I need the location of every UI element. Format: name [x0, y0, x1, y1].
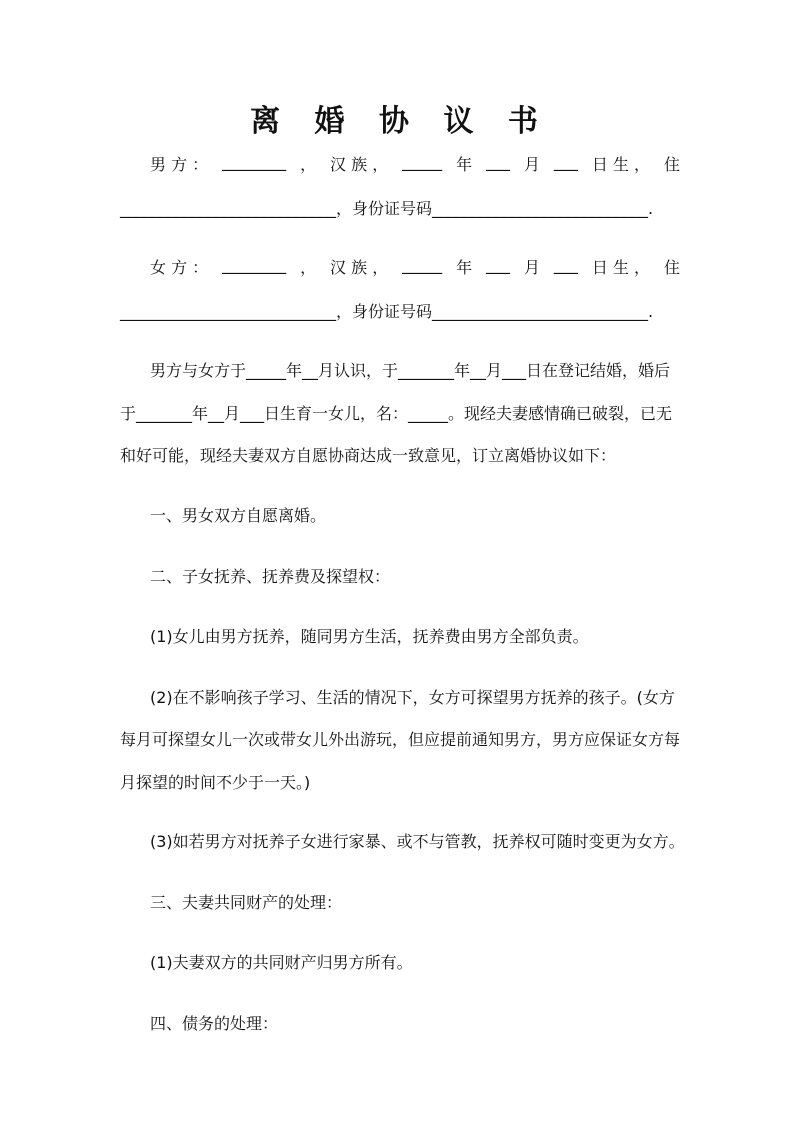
- clause-3-item-1: (1)夫妻双方的共同财产归男方所有。: [150, 953, 413, 972]
- clause-2-item-2-line-2: 每月可探望女儿一次或带女儿外出游玩，但应提前通知男方，男方应保证女方每: [120, 730, 681, 749]
- male-month-blank: ___: [486, 152, 511, 171]
- male-name-blank: ________: [222, 152, 287, 171]
- comma: ，: [300, 155, 317, 174]
- female-month-blank: ___: [486, 255, 511, 274]
- female-name-blank: ________: [222, 255, 287, 274]
- birth-label: 日 生 ，: [591, 258, 651, 277]
- female-label: 女 方 ：: [150, 258, 209, 277]
- clause-2-item-2-line-1: (2)在不影响孩子学习、生活的情况下，女方可探望男方抚养的孩子。(女方: [150, 688, 675, 707]
- male-label: 男 方 ：: [150, 155, 209, 174]
- clause-2-item-3: (3)如若男方对抚养子女进行家暴、或不与管教，抚养权可随时变更为女方。: [150, 832, 685, 851]
- male-ethnicity: 汉 族 ，: [330, 155, 389, 174]
- female-day-blank: ___: [553, 255, 578, 274]
- document-title: 离 婚 协 议 书: [250, 104, 550, 139]
- female-year-blank: _____: [402, 255, 443, 274]
- female-party-line-1: [150, 255, 680, 278]
- residence-label: 住: [663, 155, 680, 174]
- comma: ，: [300, 258, 317, 277]
- year-label: 年: [456, 258, 473, 277]
- clause-3-heading: 三、夫妻共同财产的处理：: [150, 893, 343, 912]
- clause-2-heading: 二、子女抚养、抚养费及探望权：: [150, 567, 391, 586]
- intro-line-2: 于_______年__月___日生育一女儿，名：_____。现经夫妻感情确已破裂，已无: [120, 404, 673, 423]
- residence-label: 住: [663, 258, 680, 277]
- month-label: 月: [523, 155, 540, 174]
- clause-1: 一、男女双方自愿离婚。: [150, 506, 327, 525]
- intro-line-3: 和好可能，现经夫妻双方自愿协商达成一致意见，订立离婚协议如下：: [120, 446, 617, 465]
- male-day-blank: ___: [553, 152, 578, 171]
- clause-2-item-1: (1)女儿由男方抚养，随同男方生活，抚养费由男方全部负责。: [150, 627, 589, 646]
- month-label: 月: [523, 258, 540, 277]
- male-party-line-2: ___________________________，身份证号码___________________________.: [120, 199, 654, 218]
- male-party-line-1: [150, 152, 680, 175]
- clause-2-item-2-line-3: 月探望的时间不少于一天。): [120, 773, 311, 792]
- clause-4-heading: 四、债务的处理：: [150, 1014, 279, 1033]
- female-party-line-2: ___________________________，身份证号码___________________________.: [120, 302, 654, 321]
- female-ethnicity: 汉 族 ，: [330, 258, 389, 277]
- year-label: 年: [456, 155, 473, 174]
- male-year-blank: _____: [402, 152, 443, 171]
- intro-line-1: 男方与女方于_____年__月认识，于_______年__月___日在登记结婚，婚后: [150, 361, 671, 380]
- birth-label: 日 生 ，: [591, 155, 651, 174]
